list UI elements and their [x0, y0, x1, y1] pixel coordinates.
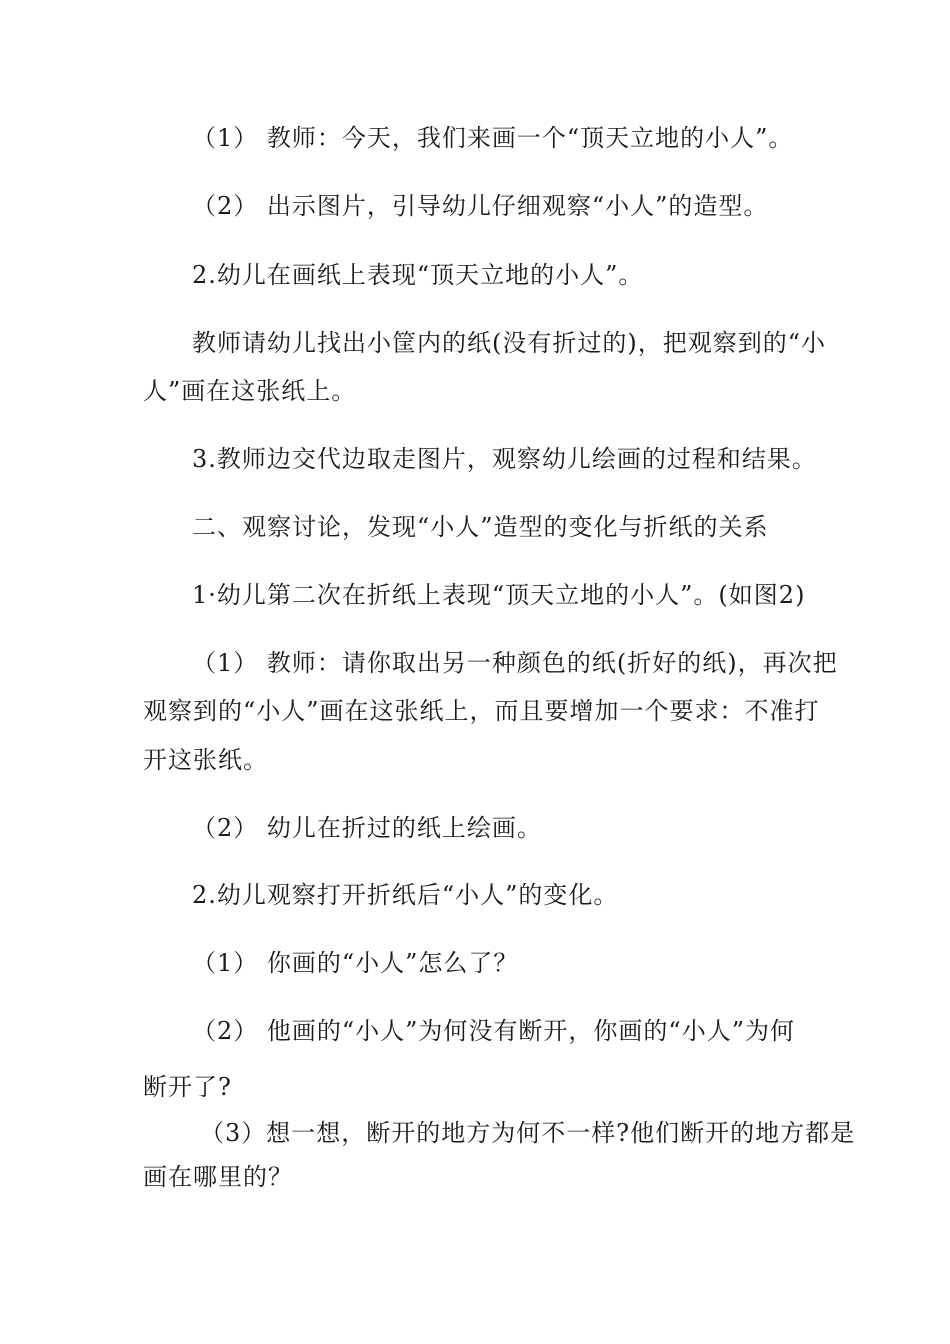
paragraph-line: 教师请幼儿找出小筐内的纸(没有折过的)，把观察到的“小 [192, 329, 826, 357]
paragraph-line: 1·幼儿第二次在折纸上表现“顶天立地的小人”。(如图2) [192, 581, 806, 609]
paragraph-line: （2） 幼儿在折过的纸上绘画。 [192, 814, 542, 842]
paragraph-line: （1） 你画的“小人”怎么了？ [192, 949, 519, 977]
paragraph-line: 开这张纸。 [143, 746, 268, 774]
paragraph-line: （2） 出示图片，引导幼儿仔细观察“小人”的造型。 [192, 192, 769, 220]
section-heading: 二、观察讨论，发现“小人”造型的变化与折纸的关系 [192, 513, 769, 541]
paragraph-line: 人”画在这张纸上。 [143, 377, 357, 405]
paragraph-line: 2.幼儿在画纸上表现“顶天立地的小人”。 [192, 261, 644, 289]
paragraph-line: （1） 教师：今天，我们来画一个“顶天立地的小人”。 [192, 124, 794, 152]
paragraph-line: （1） 教师：请你取出另一种颜色的纸(折好的纸)，再次把 [192, 649, 838, 677]
paragraph-line: 3.教师边交代边取走图片，观察幼儿绘画的过程和结果。 [192, 445, 817, 473]
paragraph-line: 断开了? [143, 1073, 232, 1101]
paragraph-line: 观察到的“小人”画在这张纸上，而且要增加一个要求：不准打 [143, 697, 820, 725]
paragraph-line: （2） 他画的“小人”为何没有断开，你画的“小人”为何 [192, 1017, 795, 1045]
paragraph-line: （3）想一想，断开的地方为何不一样?他们断开的地方都是 [200, 1119, 856, 1147]
paragraph-line: 2.幼儿观察打开折纸后“小人”的变化。 [192, 881, 619, 909]
paragraph-line: 画在哪里的？ [143, 1163, 293, 1191]
